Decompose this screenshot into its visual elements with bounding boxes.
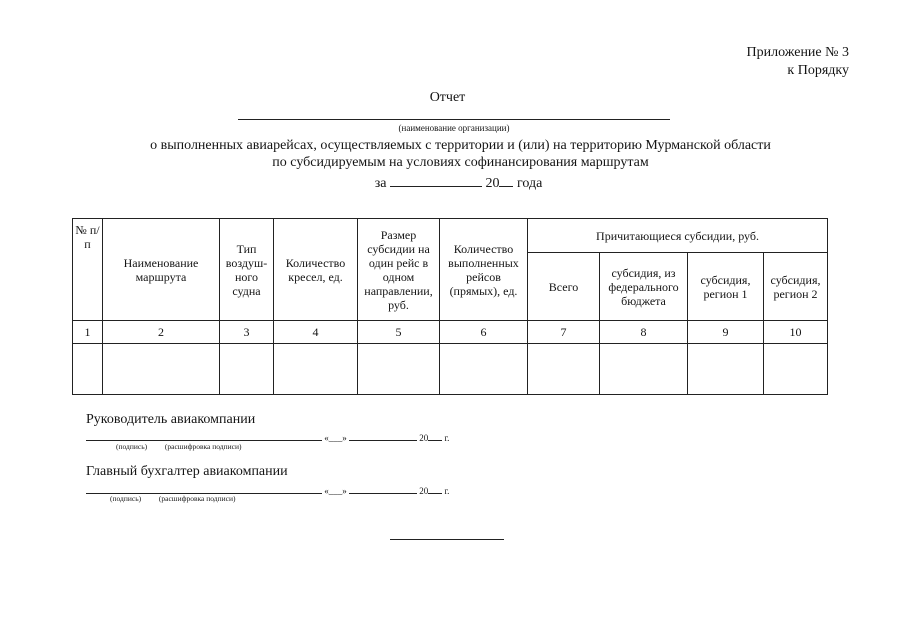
table-cell[interactable] — [274, 344, 358, 395]
header-flights: Количество выполненных рейсов (прямых), ед. — [440, 219, 528, 321]
period-year-prefix: 20 — [485, 176, 500, 191]
report-period — [6, 173, 905, 192]
column-number: 9 — [688, 321, 764, 344]
date-year-prefix: 20 — [419, 433, 429, 443]
column-number: 5 — [358, 321, 440, 344]
column-number: 2 — [103, 321, 220, 344]
date-year-blank[interactable] — [428, 431, 442, 441]
report-title: Отчет — [429, 90, 466, 105]
appendix-line-1: Приложение № 3 — [746, 45, 849, 60]
period-blank — [390, 173, 482, 187]
table-cell[interactable] — [688, 344, 764, 395]
subtitle-line-2: по субсидируемым на условиях софинансирования маршрутам — [272, 155, 649, 170]
signature-title-ceo: Руководитель авиакомпании — [86, 412, 256, 427]
period-year-blank — [499, 173, 513, 187]
column-number: 3 — [220, 321, 274, 344]
header-due-subsidies: Причитающиеся субсидии, руб. — [528, 219, 828, 253]
date-year-blank[interactable] — [428, 484, 442, 494]
header-total: Всего — [528, 253, 600, 321]
subtitle-line-1: о выполненных авиарейсах, осуществляемых с территории и (или) на территорию Мурманской области — [150, 138, 771, 153]
column-number: 6 — [440, 321, 528, 344]
table-cell[interactable] — [358, 344, 440, 395]
table-cell[interactable] — [73, 344, 103, 395]
appendix-reference — [747, 44, 850, 80]
header-number: № п/п — [73, 219, 103, 321]
signature-blank[interactable] — [86, 431, 322, 441]
table-row-empty — [73, 344, 828, 395]
date-year-suffix: г. — [444, 433, 450, 443]
column-number-row — [73, 321, 828, 344]
caption-decode: (расшифровка подписи) — [164, 442, 242, 451]
table-cell[interactable] — [220, 344, 274, 395]
date-year-prefix: 20 — [419, 486, 429, 496]
header-seats: Количество кресел, ед. — [274, 219, 358, 321]
date-month-blank[interactable] — [349, 484, 417, 494]
header-aircraft-type: Тип воздуш-ного судна — [220, 219, 274, 321]
table-cell[interactable] — [764, 344, 828, 395]
signature-blank[interactable] — [86, 484, 322, 494]
table-cell[interactable] — [600, 344, 688, 395]
signature-captions-accountant — [110, 494, 235, 503]
table-cell[interactable] — [528, 344, 600, 395]
caption-decode: (расшифровка подписи) — [158, 494, 236, 503]
header-federal: субсидия, из федерального бюджета — [600, 253, 688, 321]
column-number: 10 — [764, 321, 828, 344]
footer-separator-line — [390, 539, 504, 540]
date-year-suffix: г. — [444, 486, 450, 496]
date-day-blank: «___» — [324, 433, 347, 443]
table-cell[interactable] — [103, 344, 220, 395]
column-number: 7 — [528, 321, 600, 344]
table-cell[interactable] — [440, 344, 528, 395]
header-route: Наименование маршрута — [103, 219, 220, 321]
period-suffix: года — [516, 176, 543, 191]
header-region-2: субсидия, регион 2 — [764, 253, 828, 321]
column-number: 4 — [274, 321, 358, 344]
date-day-blank: «___» — [324, 486, 347, 496]
column-number: 1 — [73, 321, 103, 344]
report-table — [72, 218, 828, 395]
signature-captions-ceo — [116, 442, 241, 451]
report-subtitle — [8, 137, 905, 171]
organization-name-line — [238, 119, 670, 120]
signature-title-accountant: Главный бухгалтер авиакомпании — [86, 464, 288, 479]
appendix-line-2: к Порядку — [787, 63, 849, 78]
header-subsidy-size: Размер субсидии на один рейс в одном направлении, руб. — [358, 219, 440, 321]
date-month-blank[interactable] — [349, 431, 417, 441]
header-region-1: субсидия, регион 1 — [688, 253, 764, 321]
period-prefix: за — [374, 176, 387, 191]
caption-signature: (подпись) — [116, 442, 148, 451]
caption-signature: (подпись) — [110, 494, 142, 503]
organization-name-caption: (наименование организации) — [398, 123, 510, 133]
column-number: 8 — [600, 321, 688, 344]
